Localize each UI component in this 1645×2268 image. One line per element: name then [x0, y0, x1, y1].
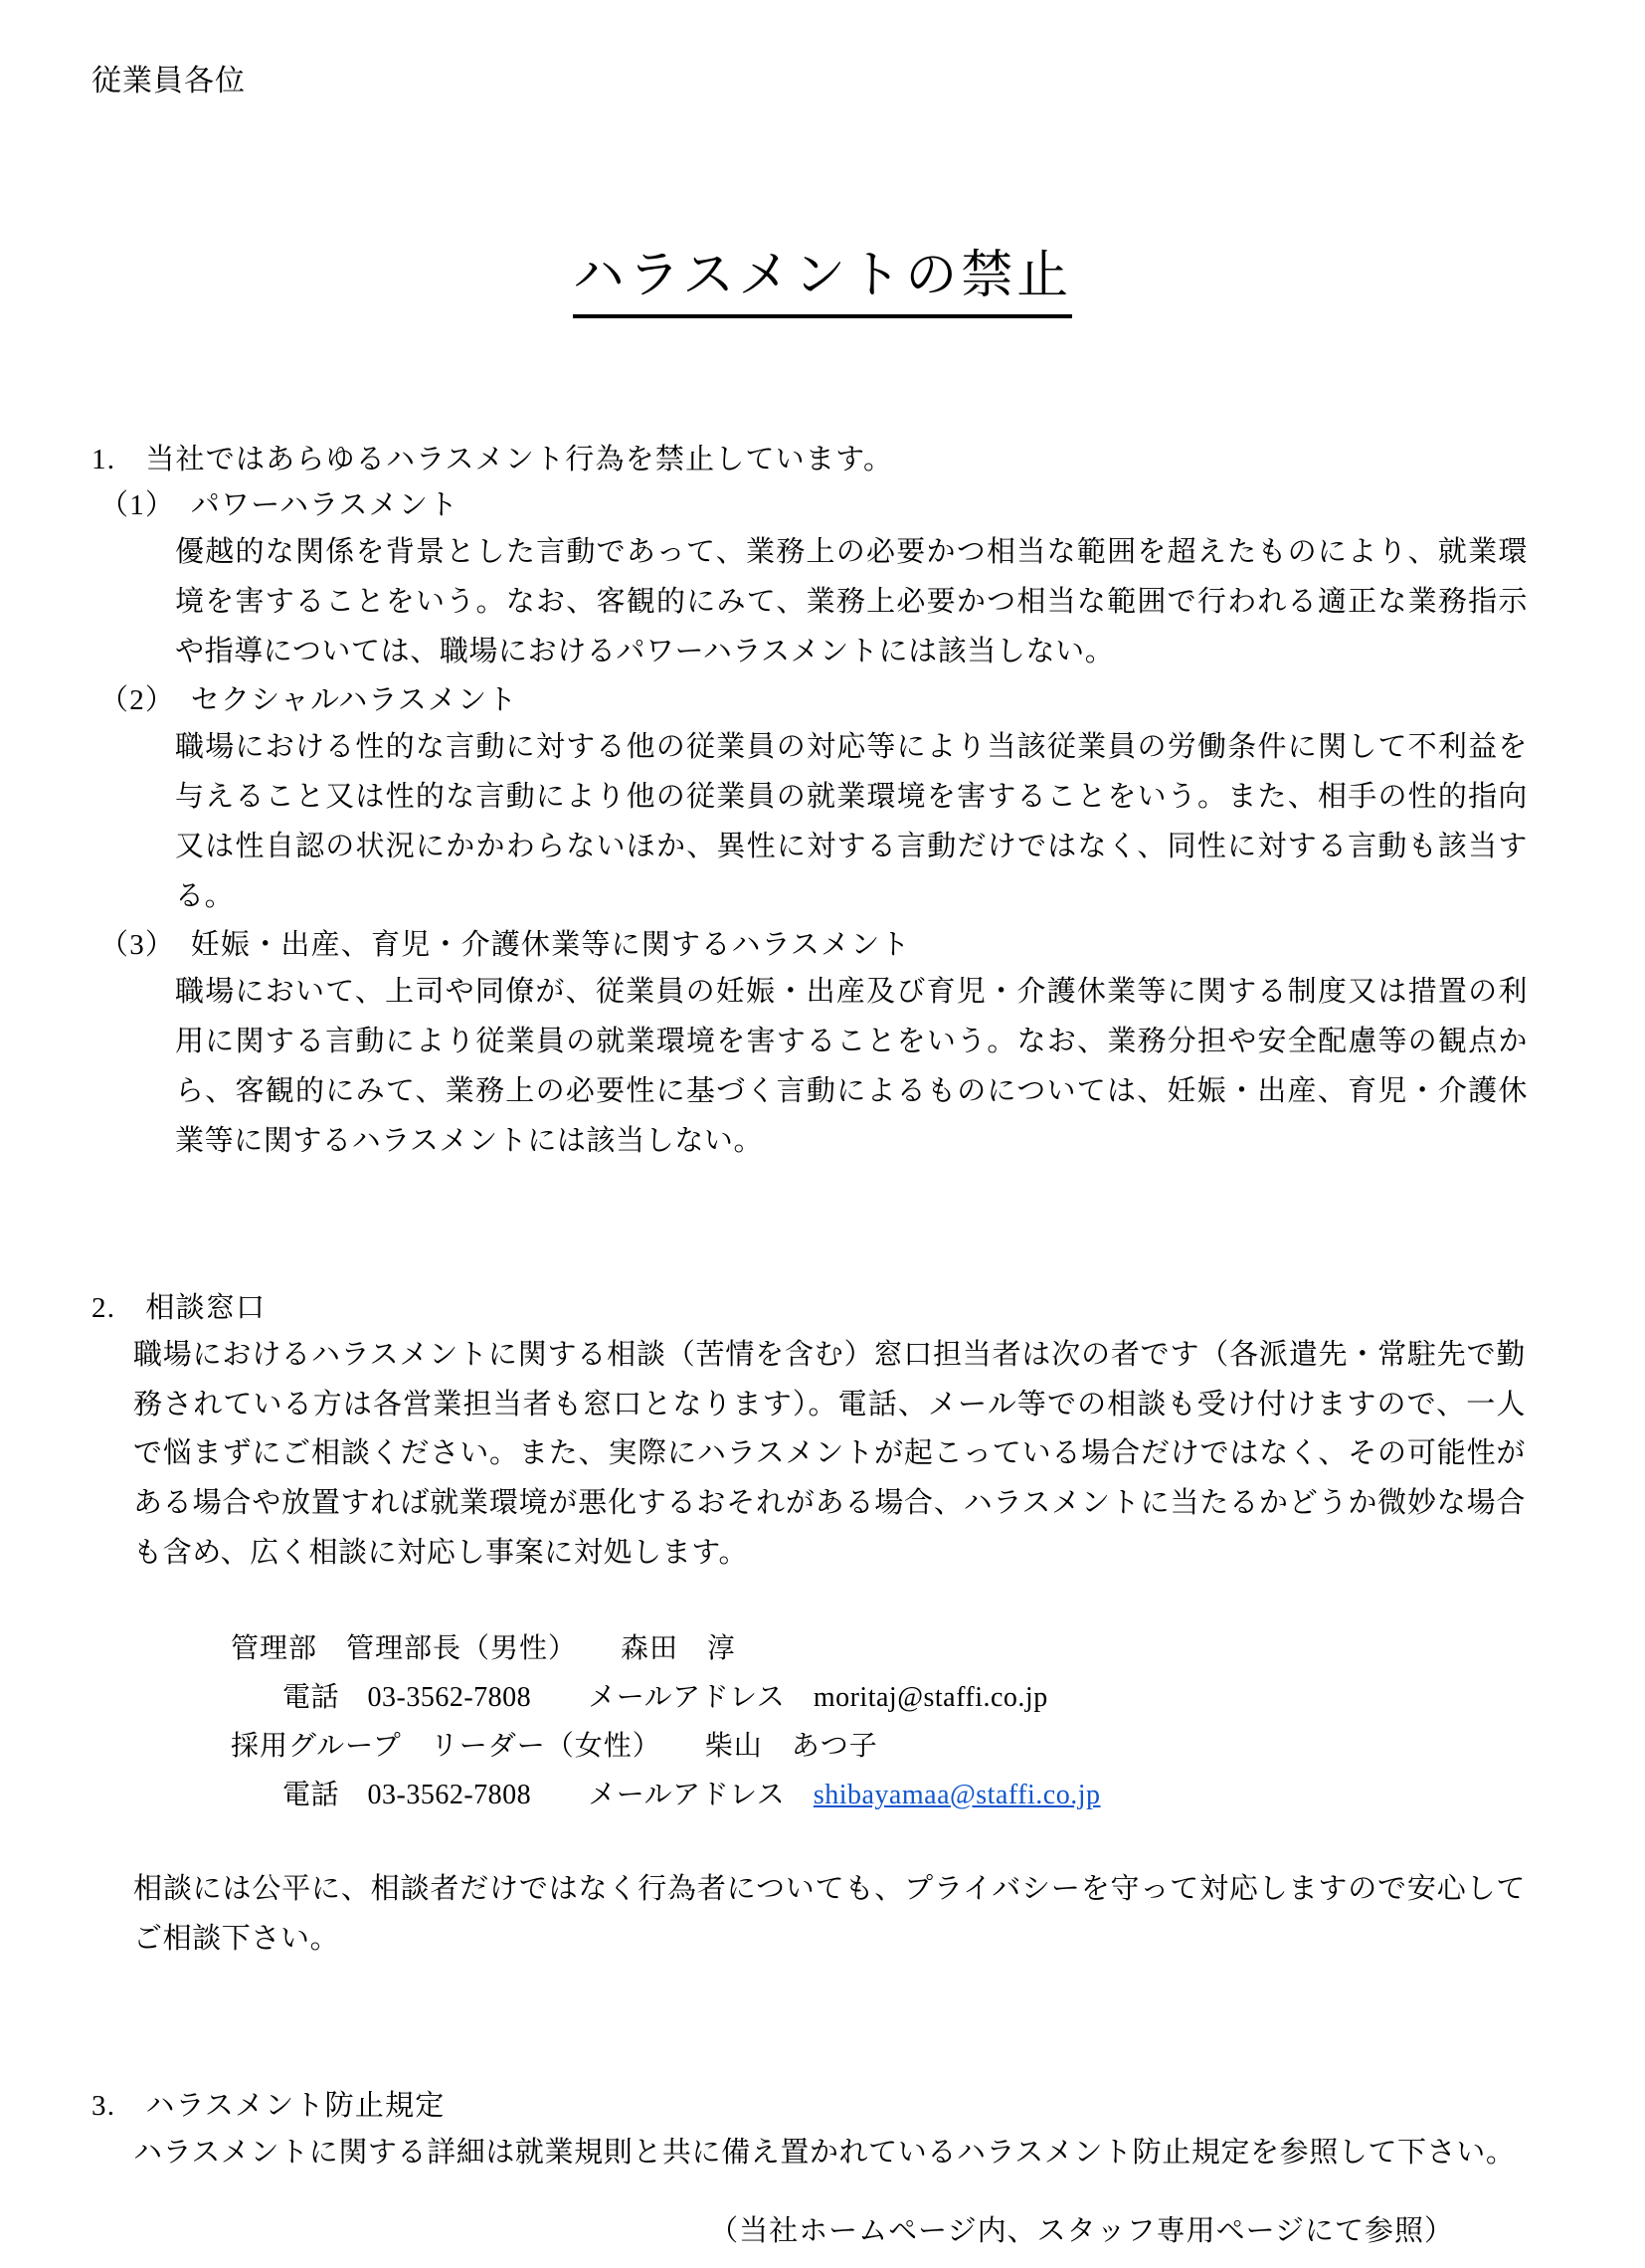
addressee-line: 従業員各位 [91, 65, 246, 97]
section-1-item-1-label: （1） パワーハラスメント [99, 488, 459, 521]
contact-entry [231, 1722, 1554, 1819]
contact-list [91, 1624, 1554, 1819]
document-body [91, 438, 1554, 2268]
email-address-link[interactable]: shibayamaa@staffi.co.jp [813, 1780, 1101, 1811]
section-1-item-3-label: （3） 妊娠・出産、育児・介護休業等に関するハラスメント [99, 928, 911, 961]
section-1-item-2-body: 職場における性的な言動に対する他の従業員の対応等により当該従業員の労働条件に関して不利益を与えること又は性的な言動により他の従業員の就業環境を害することをいう。また、相手の性的指向又は性自認の状況にかかわらないほか、異性に対する言動だけではなく、同性に対する言動も該当する。 [175, 731, 1528, 912]
contact-entry [231, 1624, 1554, 1722]
section-1-heading: 1. 当社ではあらゆるハラスメント行為を禁止しています。 [91, 444, 894, 475]
email-address: moritaj@staffi.co.jp [813, 1682, 1048, 1714]
phone-label: 電話 [282, 1682, 340, 1714]
section-1-item-3-body: 職場において、上司や同僚が、従業員の妊娠・出産及び育児・介護休業等に関する制度又は措置の利用に関する言動により従業員の就業環境を害することをいう。なお、業務分担や安全配慮等の観点から、客観的にみて、業務上の必要性に基づく言動によるものについては、妊娠・出産、育児・介護休業等に関するハラスメントには該当しない。 [175, 976, 1528, 1157]
email-label: メールアドレス [588, 1682, 786, 1714]
section-1-item-1-body: 優越的な関係を背景とした言動であって、業務上の必要かつ相当な範囲を超えたものにより、就業環境を害することをいう。なお、客観的にみて、業務上必要かつ相当な範囲で行われる適正な業務指示や指導については、職場におけるパワーハラスメントには該当しない。 [175, 536, 1528, 668]
phone-number: 03-3562-7808 [367, 1682, 532, 1714]
phone-number: 03-3562-7808 [367, 1780, 532, 1811]
section-1 [91, 438, 1554, 1167]
contact-name-line: 採用グループ リーダー（女性） 柴山 あつ子 [231, 1731, 878, 1763]
section-1-item-2-label: （2） セクシャルハラスメント [99, 683, 518, 716]
contact-name-line: 管理部 管理部長（男性） 森田 淳 [231, 1633, 737, 1665]
section-2 [91, 1286, 1554, 1965]
page-title [0, 244, 1645, 318]
section-3-body: ハラスメントに関する詳細は就業規則と共に備え置かれているハラスメント防止規定を参照して下さい。 [133, 2136, 1516, 2169]
email-label: メールアドレス [588, 1780, 786, 1811]
spacer-before-contacts [91, 1579, 1554, 1624]
section-3-heading: 3. ハラスメント防止規定 [91, 2089, 446, 2122]
spacer-after-section-2 [91, 1965, 1554, 2084]
page-title-text: ハラスメントの禁止 [573, 244, 1072, 318]
phone-label: 電話 [282, 1780, 340, 1811]
contact-detail-line [231, 1673, 1554, 1722]
section-3 [91, 2084, 1554, 2256]
spacer-after-contacts [91, 1819, 1554, 1865]
section-3-note: （当社ホームページ内、スタッフ専用ページにて参照） [709, 2214, 1454, 2247]
spacer-after-section-1 [91, 1167, 1554, 1286]
contact-detail-line [231, 1771, 1554, 1819]
section-2-closing: 相談には公平に、相談者だけではなく行為者についても、プライバシーを守って対応しますので安心してご相談下さい。 [133, 1873, 1526, 1955]
section-2-body: 職場におけるハラスメントに関する相談（苦情を含む）窓口担当者は次の者です（各派遣先・常駐先で勤務されている方は各営業担当者も窓口となります）。電話、メール等での相談も受け付けますので、一人で悩まずにご相談ください。また、実際にハラスメントが起こっている場合だけではなく、その可能性がある場合や放置すれば就業環境が悪化するおそれがある場合、ハラスメントに当たるかどうか微妙な場合も含め、広く相談に対応し事案に対処します。 [133, 1338, 1526, 1570]
section-2-heading: 2. 相談窓口 [91, 1291, 267, 1324]
